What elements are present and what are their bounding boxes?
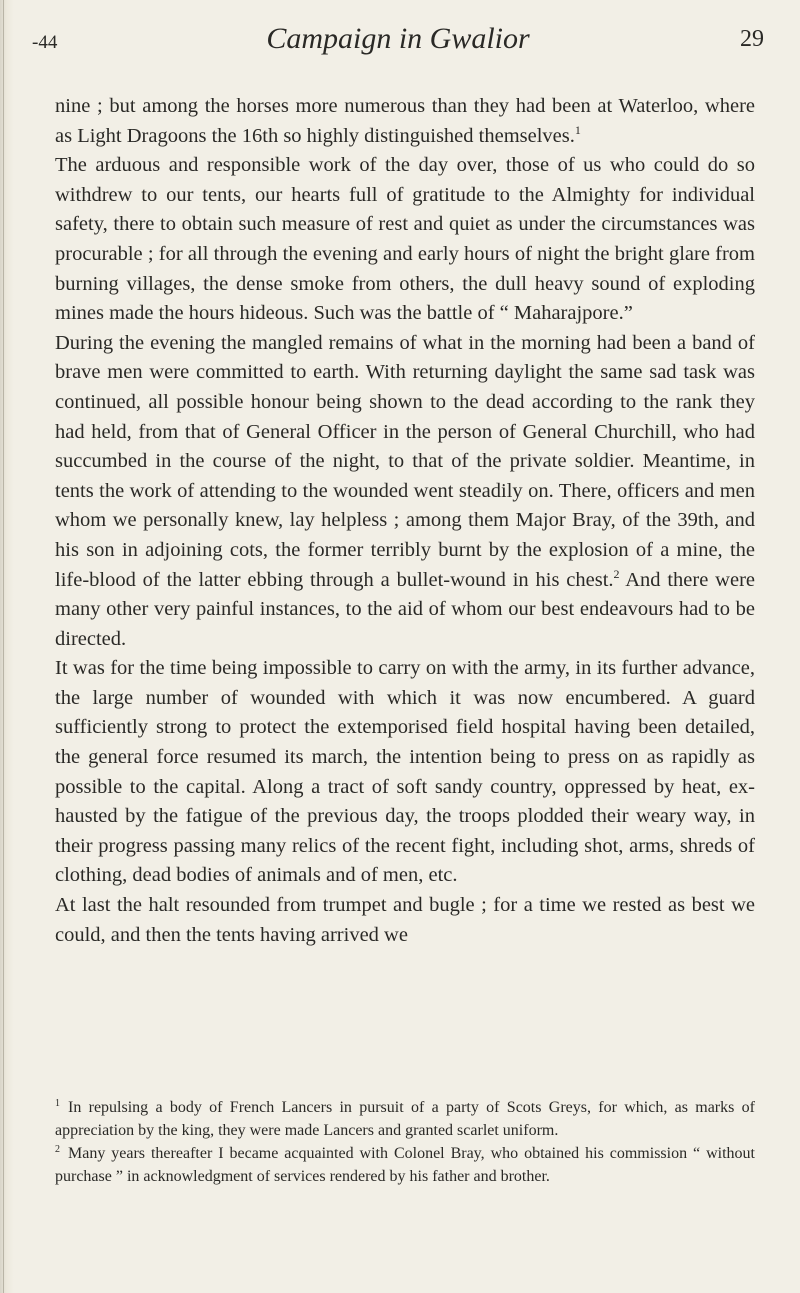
footnote-1-mark: 1 <box>55 1097 60 1109</box>
paragraph-5 <box>55 891 755 950</box>
page-number: 29 <box>740 26 764 52</box>
footnote-2-text: Many years thereafter I became acquainted with Colonel Bray, who obtained his commission “ without purchase ” in acknowledgment of services rendered by his father and brother. <box>55 1145 755 1185</box>
paragraph-2-text: The arduous and responsible work of the day over, those of us who could do so withdrew to our tents, our hearts full of gratitude to the Almighty for individual safety, there to obtain such measure of rest and quiet as under the circumstances was procurable ; for all through the evening and early hours of night the bright glare from burning villages, the dense smoke from others, the dull heavy sound of exploding mines made the hours hideous. Such was the battle of “ Maharajpore.” <box>55 154 755 325</box>
page-binding-edge <box>0 0 14 1293</box>
main-text <box>55 92 755 950</box>
paragraph-3-text-after: And there were many other very painful instances, to the aid of whom our best endeavours had to be directed. <box>55 568 755 650</box>
paragraph-1 <box>55 92 755 151</box>
paragraph-4 <box>55 654 755 891</box>
footnote-1 <box>55 1096 755 1142</box>
footnote-1-text: In repulsing a body of French Lancers in pursuit of a party of Scots Greys, for which, as marks of appreciation by the king, they were made Lancers and granted scarlet uniform. <box>55 1099 755 1139</box>
footnote-2-mark: 2 <box>55 1143 60 1155</box>
footnote-2 <box>55 1142 755 1188</box>
header-page-mark-left: -44 <box>32 32 58 53</box>
footnotes <box>55 1096 755 1188</box>
footnote-ref-2: 2 <box>613 566 620 581</box>
footnote-ref-1: 1 <box>574 122 581 137</box>
paragraph-3 <box>55 329 755 655</box>
paragraph-5-text: At last the halt resounded from trumpet and bugle ; for a time we rested as best we could, and then the tents having arrived we <box>55 894 755 946</box>
paragraph-4-text: It was for the time being impossible to carry on with the army, in its further advance, the large number of wounded with which it was now encumbered. A guard sufficiently strong to protect the extemporised field hospital having been detailed, the general force resumed its march, the intention being to press on as rapidly as possible to the capital. Along a tract of soft sandy country, oppressed by heat, exhausted by the fatigue of the previous day, the troops plodded their weary way, in their progress passing many relics of the recent fight, including shot, arms, shreds of clothing, dead bodies of animals and of men, etc. <box>55 657 755 887</box>
paragraph-1-text: nine ; but among the horses more numerous than they had been at Waterloo, where as Light Dragoons the 16th so highly distinguished themselves. <box>55 95 755 147</box>
running-title: Campaign in Gwalior <box>266 22 530 55</box>
paragraph-3-text: During the evening the mangled remains of what in the morning had been a band of brave men were committed to earth. With returning daylight the same sad task was continued, all possible honour being shown to the dead according to the rank they had held, from that of General Officer in the person of General Churchill, who had succumbed in the course of the night, to that of the private soldier. Meantime, in tents the work of attending to the wounded went steadily on. There, officers and men whom we personally knew, lay helpless ; among them Major Bray, of the 39th, and his son in adjoining cots, the former terribly burnt by the explosion of a mine, the life-blood of the latter ebbing through a bullet-wound in his chest. <box>55 331 755 591</box>
paragraph-2 <box>55 151 755 329</box>
running-header <box>32 22 764 72</box>
